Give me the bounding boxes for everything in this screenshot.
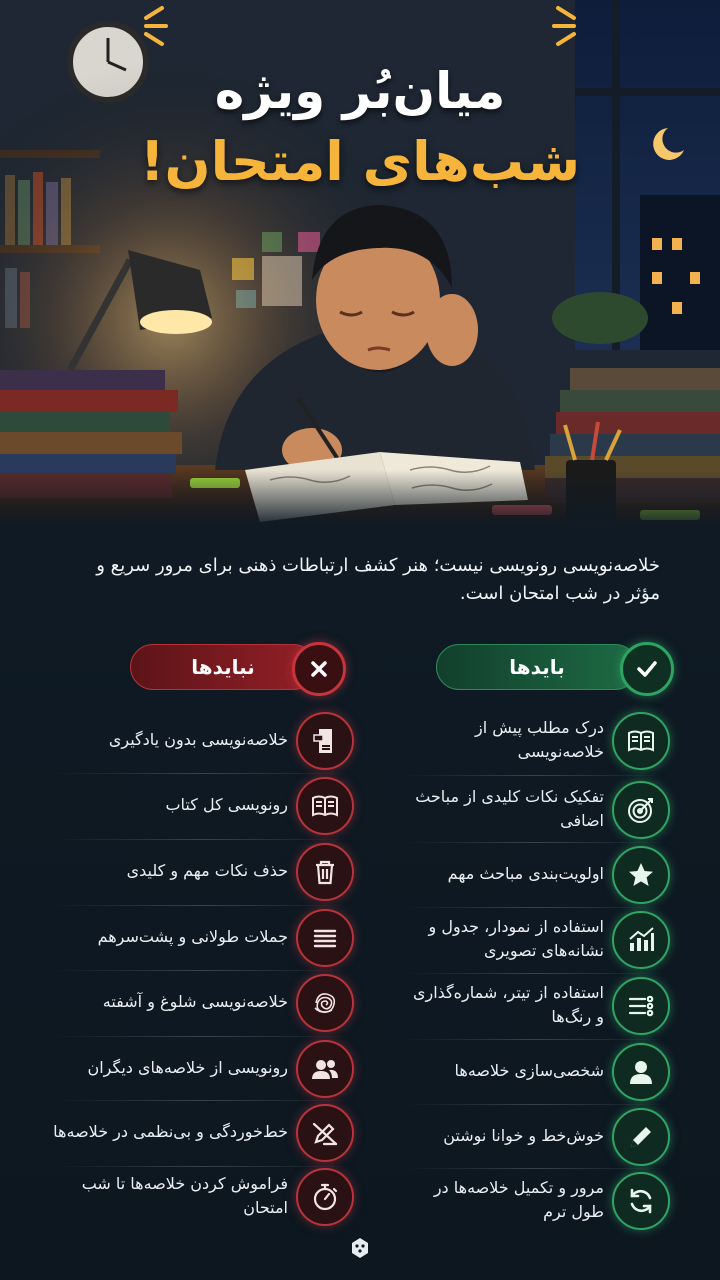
scribble-icon bbox=[296, 974, 354, 1032]
dont-item bbox=[52, 839, 354, 903]
star-icon bbox=[612, 846, 670, 904]
do-item-text: استفاده از تیتر، شماره‌گذاری و رنگ‌ها bbox=[412, 983, 604, 1026]
donts-header bbox=[130, 642, 344, 690]
chart-icon bbox=[612, 911, 670, 969]
donts-header-label: نبایدها bbox=[130, 644, 316, 690]
title-line-1: میان‌بُر ویژه bbox=[214, 62, 506, 120]
divider bbox=[404, 775, 668, 776]
copy-document-icon bbox=[296, 712, 354, 770]
refresh-icon bbox=[612, 1172, 670, 1230]
dont-item bbox=[52, 905, 354, 969]
paragraph-icon bbox=[296, 909, 354, 967]
dont-item-text: خلاصه‌نویسی شلوغ و آشفته bbox=[102, 992, 288, 1011]
do-item-text: شخصی‌سازی خلاصه‌ها bbox=[454, 1061, 604, 1080]
sparkle-burst-icon bbox=[548, 0, 608, 50]
do-item bbox=[404, 907, 668, 971]
check-icon bbox=[620, 642, 674, 696]
dont-item bbox=[52, 773, 354, 837]
x-icon bbox=[292, 642, 346, 696]
dont-item-text: فراموش کردن خلاصه‌ها تا شب امتحان bbox=[81, 1174, 288, 1217]
crossed-pen-icon bbox=[296, 1104, 354, 1162]
user-icon bbox=[612, 1043, 670, 1101]
list-icon bbox=[612, 977, 670, 1035]
do-item-text: تفکیک نکات کلیدی از مباحث اضافی bbox=[415, 787, 604, 830]
hero-illustration bbox=[0, 0, 720, 525]
dont-item-text: خلاصه‌نویسی بدون یادگیری bbox=[108, 730, 288, 749]
dont-item bbox=[52, 970, 354, 1034]
dont-item bbox=[52, 1100, 354, 1164]
trash-icon bbox=[296, 843, 354, 901]
do-item bbox=[404, 777, 668, 841]
dont-item-text: رونویسی کل کتاب bbox=[165, 795, 288, 814]
do-item-text: درک مطلب پیش از خلاصه‌نویسی bbox=[475, 718, 604, 761]
target-icon bbox=[612, 781, 670, 839]
dos-header bbox=[432, 642, 668, 690]
book-icon bbox=[612, 712, 670, 770]
stopwatch-icon bbox=[296, 1168, 354, 1226]
dont-item bbox=[52, 1036, 354, 1100]
do-item-text: خوش‌خط و خوانا نوشتن bbox=[443, 1126, 604, 1145]
dont-item-text: رونویسی از خلاصه‌های دیگران bbox=[87, 1058, 288, 1077]
brand-logo-icon bbox=[348, 1236, 372, 1260]
dont-item-text: جملات طولانی و پشت‌سرهم bbox=[97, 927, 288, 946]
dont-item bbox=[52, 1164, 354, 1228]
intro-text: خلاصه‌نویسی رونویسی نیست؛ هنر کشف ارتباطات ذهنی برای مرور سریع و مؤثر در شب امتحان است. bbox=[96, 555, 660, 604]
do-item-text: استفاده از نمودار، جدول و نشانه‌های تصویری bbox=[428, 917, 604, 960]
do-item-text: اولویت‌بندی مباحث مهم bbox=[447, 864, 604, 883]
title-line-2: شب‌های امتحان! bbox=[139, 130, 581, 193]
hero-bottom-fade bbox=[0, 470, 720, 525]
sparkle-burst-icon bbox=[112, 0, 172, 50]
do-item bbox=[404, 1104, 668, 1168]
dos-header-label: بایدها bbox=[436, 644, 638, 690]
open-book-icon bbox=[296, 777, 354, 835]
do-item-text: مرور و تکمیل خلاصه‌ها در طول ترم bbox=[433, 1178, 604, 1221]
do-item bbox=[404, 708, 668, 772]
dont-item bbox=[52, 708, 354, 772]
users-icon bbox=[296, 1040, 354, 1098]
pencil-icon bbox=[612, 1108, 670, 1166]
dont-item-text: خط‌خوردگی و بی‌نظمی در خلاصه‌ها bbox=[53, 1122, 288, 1141]
do-item bbox=[404, 1168, 668, 1232]
do-item bbox=[404, 1039, 668, 1103]
do-item bbox=[404, 973, 668, 1037]
dont-item-text: حذف نکات مهم و کلیدی bbox=[126, 861, 288, 880]
do-item bbox=[404, 842, 668, 906]
